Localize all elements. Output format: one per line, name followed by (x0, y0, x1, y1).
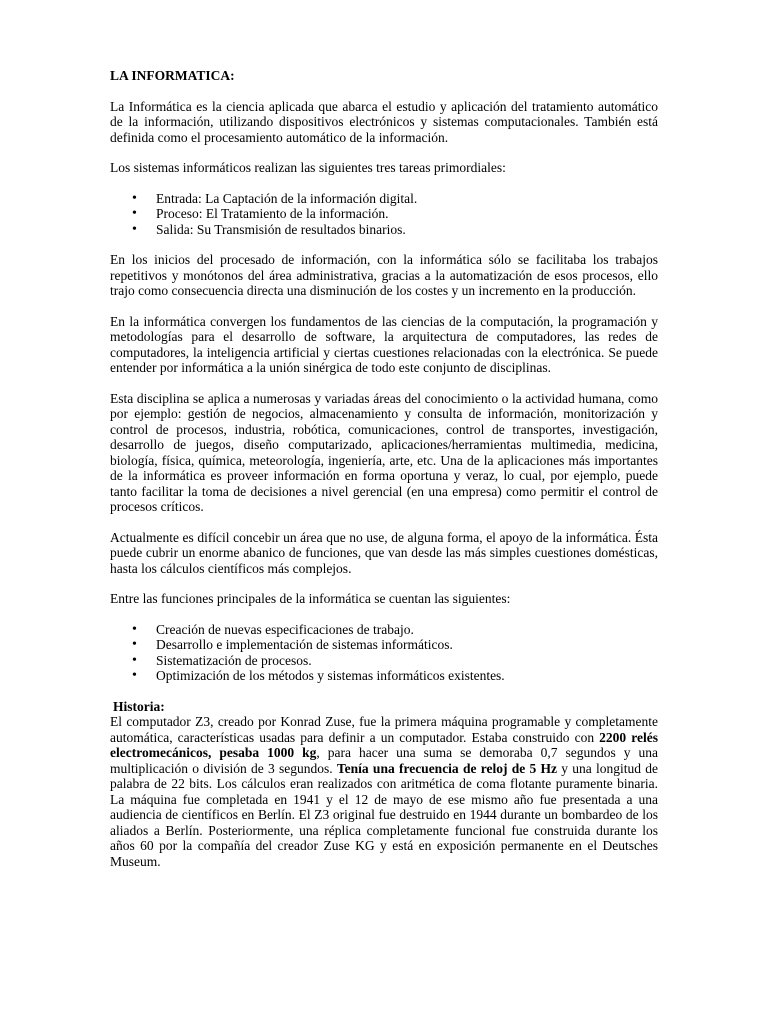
list-item: • Salida: Su Transmisión de resultados binarios. (156, 222, 658, 238)
list-item: • Sistematización de procesos. (156, 653, 658, 669)
history-bold-text: , (207, 745, 220, 760)
tasks-list (110, 191, 658, 238)
document-title: LA INFORMATICA: (110, 68, 235, 83)
list-item: • Optimización de los métodos y sistemas informáticos existentes. (156, 668, 658, 684)
paragraph-history (110, 714, 658, 869)
paragraph-applications: Esta disciplina se aplica a numerosas y variadas áreas del conocimiento o la actividad humana, como por ejemplo: gestión de negocios, almacenamiento y consulta de información, monitorización y control de procesos, industria, robótica, comunicaciones, control de transportes, investigación, desarrollo de juegos, diseño computarizado, aplicaciones/herramientas multimedia, medicina, biología, física, química, meteorología, ingeniería, arte, etc. Una de la aplicaciones más importantes de la informática es proveer información en forma oportuna y veraz, lo cual, por ejemplo, puede tanto facilitar la toma de decisiones a nivel gerencial (en una empresa) como permitir el control de procesos críticos. (110, 390, 658, 514)
page-content (110, 68, 658, 869)
history-bold-text: Tenía una frecuencia de reloj de 5 Hz (336, 760, 557, 776)
list-item: • Proceso: El Tratamiento de la información. (156, 206, 658, 222)
paragraph-tasks-intro: Los sistemas informáticos realizan las siguientes tres tareas primordiales: (110, 160, 506, 175)
history-heading: Historia: (113, 698, 165, 714)
history-bold-text: pesaba 1000 kg (219, 745, 317, 760)
history-text: El computador Z3, creado por Konrad Zuse, fue la primera máquina programable y completamente automática, características usadas para definir a un computador. Estaba construido con (110, 714, 658, 745)
functions-list (110, 622, 658, 684)
list-item: • Entrada: La Captación de la información digital. (156, 191, 658, 207)
history-bold-text: 2200 relés electromecánicos (110, 729, 658, 760)
paragraph-origins: En los inicios del procesado de información, con la informática sólo se facilitaba los trabajos repetitivos y monótonos del área administrativa, gracias a la automatización de esos procesos, ello trajo como consecuencia directa una disminución de los costes y un incremento en la producción. (110, 252, 658, 298)
history-text: , para hacer una suma se demoraba 0,7 segundos y una multiplicación o división de 3 segundos. (110, 745, 658, 776)
paragraph-functions-intro: Entre las funciones principales de la informática se cuentan las siguientes: (110, 591, 511, 606)
paragraph-definition: La Informática es la ciencia aplicada que abarca el estudio y aplicación del tratamiento automático de la información, utilizando dispositivos electrónicos y sistemas computacionales. También está definida como el procesamiento automático de la información. (110, 98, 658, 145)
paragraph-present: Actualmente es difícil concebir un área que no use, de alguna forma, el apoyo de la informática. Ésta puede cubrir un enorme abanico de funciones, que van desde las más simples cuestiones domésticas, hasta los cálculos científicos más complejos. (110, 529, 658, 576)
paragraph-fundamentals: En la informática convergen los fundamentos de las ciencias de la computación, la programación y metodologías para el desarrollo de software, la arquitectura de computadores, las redes de computadores, la inteligencia artificial y ciertas cuestiones relacionadas con la electrónica. Se puede entender por informática a la unión sinérgica de todo este conjunto de disciplinas. (110, 313, 658, 375)
history-section (110, 699, 658, 870)
history-text: y una longitud de palabra de 22 bits. Los cálculos eran realizados con aritmética de coma flotante puramente binaria. La máquina fue completada en 1941 y el 12 de mayo de ese mismo año fue presentada a una audiencia de científicos en Berlín. El Z3 original fue destruido en 1944 durante un bombardeo de los aliados a Berlín. Posteriormente, una réplica completamente funcional fue construida durante los años 60 por la compañía del creador Zuse KG y está en exposición permanente en el Deutsches Museum. (110, 760, 658, 869)
list-item: • Desarrollo e implementación de sistemas informáticos. (156, 637, 658, 653)
list-item: • Creación de nuevas especificaciones de trabajo. (156, 622, 658, 638)
